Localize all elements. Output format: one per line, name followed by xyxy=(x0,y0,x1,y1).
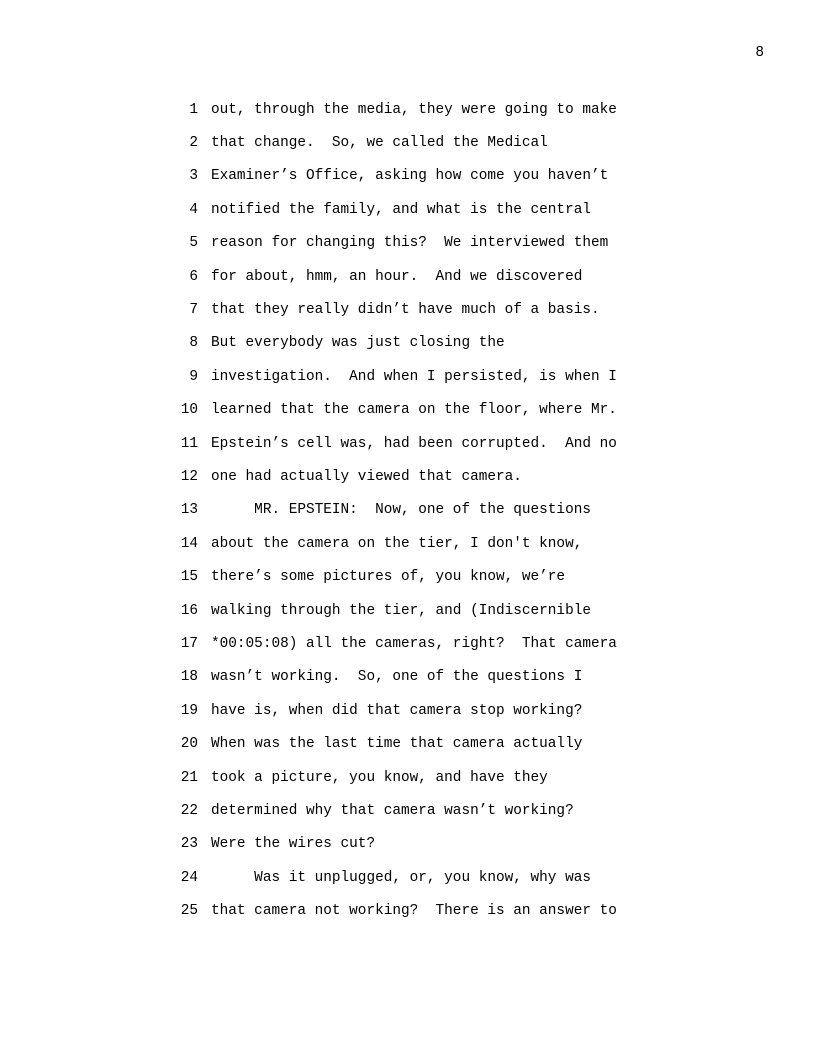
line-text: Were the wires cut? xyxy=(211,836,376,853)
line-text: about the camera on the tier, I don't know, xyxy=(211,535,583,552)
line-number: 12 xyxy=(180,468,198,485)
transcript-line xyxy=(170,460,690,493)
line-text: learned that the camera on the floor, where Mr. xyxy=(211,402,617,419)
line-text: wasn’t working. So, one of the questions I xyxy=(211,669,583,686)
line-number: 21 xyxy=(180,769,198,786)
line-number: 6 xyxy=(189,268,198,285)
line-number: 14 xyxy=(180,535,198,552)
transcript-line xyxy=(170,360,690,393)
line-text: have is, when did that camera stop working? xyxy=(211,702,583,719)
line-number: 1 xyxy=(189,101,198,118)
line-number: 3 xyxy=(189,168,198,185)
transcript-line xyxy=(170,527,690,560)
transcript-line xyxy=(170,227,690,260)
line-text: that change. So, we called the Medical xyxy=(211,135,548,152)
line-number: 19 xyxy=(180,702,198,719)
line-text: MR. EPSTEIN: Now, one of the questions xyxy=(211,502,591,519)
transcript-line xyxy=(170,627,690,660)
line-text: took a picture, you know, and have they xyxy=(211,769,548,786)
line-number: 10 xyxy=(180,402,198,419)
transcript-line xyxy=(170,761,690,794)
line-number: 15 xyxy=(180,569,198,586)
transcript-line xyxy=(170,293,690,326)
transcript-line xyxy=(170,160,690,193)
transcript-body xyxy=(170,93,690,928)
line-text: that camera not working? There is an answer to xyxy=(211,903,617,920)
line-text: that they really didn’t have much of a basis. xyxy=(211,302,600,319)
line-number: 18 xyxy=(180,669,198,686)
transcript-line xyxy=(170,594,690,627)
line-text: one had actually viewed that camera. xyxy=(211,468,522,485)
line-text: *00:05:08) all the cameras, right? That camera xyxy=(211,635,617,652)
line-number: 25 xyxy=(180,903,198,920)
line-number: 11 xyxy=(180,435,198,452)
line-text: When was the last time that camera actually xyxy=(211,736,583,753)
transcript-line xyxy=(170,327,690,360)
page-number: 8 xyxy=(755,45,764,61)
line-number: 9 xyxy=(189,368,198,385)
transcript-line xyxy=(170,861,690,894)
line-text: reason for changing this? We interviewed them xyxy=(211,235,609,252)
line-number: 22 xyxy=(180,802,198,819)
transcript-line xyxy=(170,93,690,126)
line-text: Was it unplugged, or, you know, why was xyxy=(211,869,591,886)
line-number: 13 xyxy=(180,502,198,519)
line-text: out, through the media, they were going to make xyxy=(211,101,617,118)
transcript-line xyxy=(170,193,690,226)
line-number: 5 xyxy=(189,235,198,252)
line-number: 8 xyxy=(189,335,198,352)
transcript-line xyxy=(170,894,690,927)
line-text: But everybody was just closing the xyxy=(211,335,505,352)
line-text: determined why that camera wasn’t working? xyxy=(211,802,574,819)
transcript-line xyxy=(170,794,690,827)
transcript-line xyxy=(170,694,690,727)
transcript-line xyxy=(170,260,690,293)
line-number: 24 xyxy=(180,869,198,886)
line-text: Examiner’s Office, asking how come you haven’t xyxy=(211,168,609,185)
transcript-line xyxy=(170,727,690,760)
line-text: for about, hmm, an hour. And we discovered xyxy=(211,268,583,285)
transcript-line xyxy=(170,560,690,593)
transcript-line xyxy=(170,494,690,527)
line-number: 23 xyxy=(180,836,198,853)
line-number: 2 xyxy=(189,135,198,152)
transcript-line xyxy=(170,661,690,694)
line-number: 7 xyxy=(189,302,198,319)
line-text: walking through the tier, and (Indiscernible xyxy=(211,602,591,619)
line-text: notified the family, and what is the central xyxy=(211,201,591,218)
line-number: 20 xyxy=(180,736,198,753)
transcript-line xyxy=(170,828,690,861)
transcript-line xyxy=(170,126,690,159)
transcript-line xyxy=(170,427,690,460)
line-number: 17 xyxy=(180,635,198,652)
line-text: investigation. And when I persisted, is when I xyxy=(211,368,617,385)
transcript-line xyxy=(170,394,690,427)
line-number: 16 xyxy=(180,602,198,619)
line-text: Epstein’s cell was, had been corrupted. And no xyxy=(211,435,617,452)
line-number: 4 xyxy=(189,201,198,218)
line-text: there’s some pictures of, you know, we’re xyxy=(211,569,566,586)
